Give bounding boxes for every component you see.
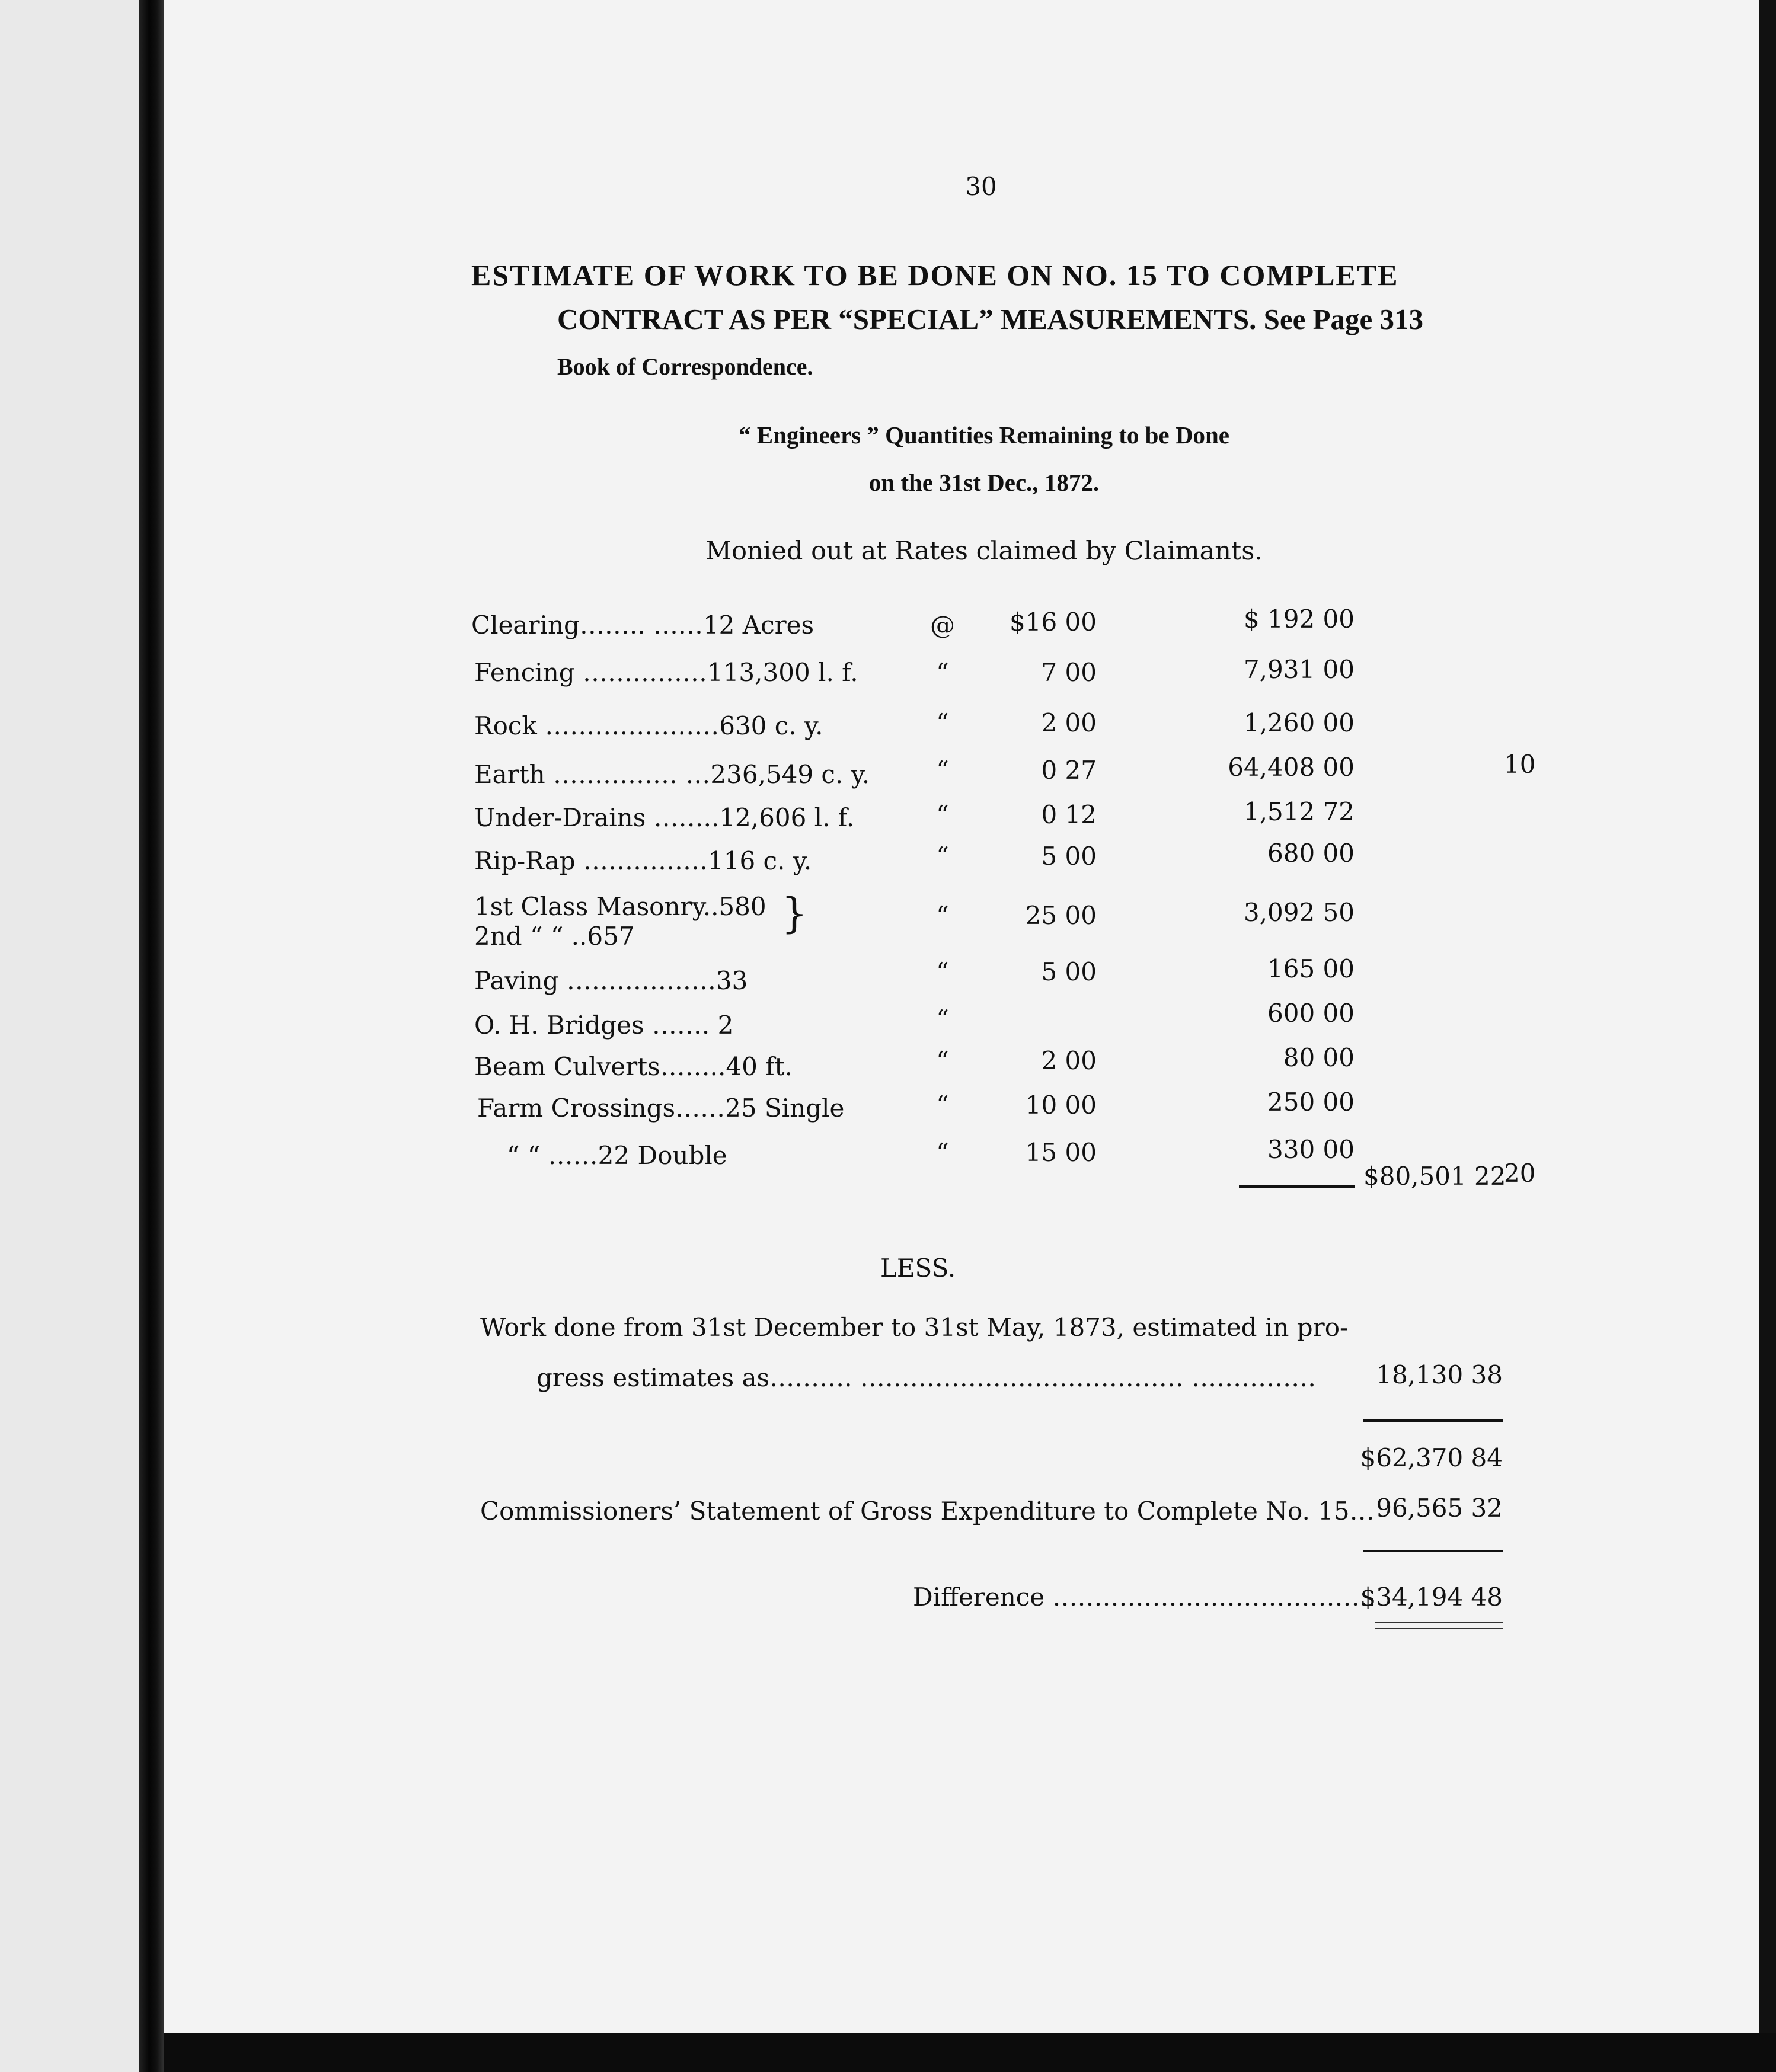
- heading-line2: CONTRACT AS PER “SPECIAL” MEASUREMENTS. See Page 313: [557, 303, 1424, 335]
- item-rate: 7 00: [1041, 658, 1097, 687]
- item-ditto-mark: “: [936, 708, 949, 737]
- item-desc: Beam Culverts……..40 ft.: [474, 1052, 793, 1081]
- less-amount: 18,130 38: [1376, 1360, 1503, 1389]
- margin-note-20: 20: [1504, 1159, 1536, 1188]
- item-ditto-mark: “: [936, 1046, 949, 1075]
- net-total-rule: [1363, 1419, 1503, 1422]
- item-amount: 80 00: [1283, 1043, 1355, 1072]
- item-rate: 0 27: [1041, 756, 1097, 785]
- item-desc: Rock …………………630 c. y.: [474, 711, 823, 740]
- less-title: LESS.: [880, 1254, 956, 1283]
- item-ditto-mark: “: [936, 756, 949, 785]
- item-ditto-mark: “: [936, 658, 949, 687]
- item-amount: 7,931 00: [1243, 655, 1355, 684]
- item-amount: 64,408 00: [1228, 753, 1355, 782]
- item-desc-second-line: 2nd “ “ ..657: [474, 922, 635, 951]
- item-desc: Under-Drains ……..12,606 l. f.: [474, 803, 855, 832]
- item-amount: 250 00: [1267, 1088, 1355, 1117]
- double-underline-bottom: [1375, 1628, 1503, 1629]
- item-ditto-mark: “: [936, 1138, 949, 1167]
- rates-note: Monied out at Rates claimed by Claimants.: [705, 536, 1263, 566]
- item-rate: 2 00: [1041, 708, 1097, 737]
- commissioners-amount: 96,565 32: [1376, 1494, 1503, 1523]
- less-line1: Work done from 31st December to 31st May, 1873, estimated in pro-: [480, 1313, 1349, 1342]
- item-desc: Earth …………… …236,549 c. y.: [474, 760, 870, 789]
- net-total-amount: $62,370 84: [1360, 1443, 1503, 1472]
- item-rate: $16 00: [1010, 607, 1097, 637]
- item-amount: 1,512 72: [1243, 797, 1355, 826]
- item-desc: Fencing ……………113,300 l. f.: [474, 658, 858, 687]
- difference-amount: $34,194 48: [1360, 1582, 1503, 1611]
- scan-border-right: [1759, 0, 1776, 2072]
- item-rate: 25 00: [1025, 901, 1097, 930]
- item-rate: 5 00: [1041, 957, 1097, 986]
- double-underline-top: [1375, 1622, 1503, 1623]
- item-at-symbol: @: [930, 610, 955, 639]
- item-ditto-mark: “: [936, 957, 949, 986]
- item-ditto-mark: “: [936, 800, 949, 829]
- item-ditto-mark: “: [936, 842, 949, 871]
- subtotal-rule: [1239, 1185, 1355, 1188]
- difference-rule: [1363, 1550, 1503, 1552]
- scan-border-bottom: [164, 2033, 1776, 2072]
- item-amount: 600 00: [1267, 999, 1355, 1028]
- page-number: 30: [965, 172, 997, 201]
- facing-page-margin: [0, 0, 139, 2072]
- subheading-line2: on the 31st Dec., 1872.: [868, 469, 1100, 496]
- heading-line3: Book of Correspondence.: [557, 353, 813, 380]
- book-spine: [139, 0, 164, 2072]
- item-desc: “ “ ……22 Double: [507, 1141, 727, 1170]
- subheading-line1: “ Engineers ” Quantities Remaining to be Done: [739, 421, 1229, 449]
- margin-note-10: 10: [1504, 750, 1536, 779]
- commissioners-label: Commissioners’ Statement of Gross Expenditure to Complete No. 15…: [480, 1497, 1375, 1526]
- item-desc: Rip-Rap ……………116 c. y.: [474, 846, 812, 875]
- item-desc: Paving ………………33: [474, 966, 748, 995]
- item-desc: Clearing…….. ……12 Acres: [471, 610, 814, 639]
- item-amount: 680 00: [1267, 839, 1355, 868]
- item-amount: $ 192 00: [1243, 605, 1355, 634]
- heading-line1: ESTIMATE OF WORK TO BE DONE ON NO. 15 TO COMPLETE: [471, 258, 1399, 292]
- item-amount: 330 00: [1267, 1135, 1355, 1164]
- item-rate: 2 00: [1041, 1046, 1097, 1075]
- item-desc: Farm Crossings……25 Single: [477, 1093, 845, 1123]
- item-desc: 1st Class Masonry..580: [474, 892, 766, 921]
- item-rate: 10 00: [1025, 1091, 1097, 1120]
- item-ditto-mark: “: [936, 1005, 949, 1034]
- subtotal-amount: $80,501 22: [1363, 1162, 1506, 1191]
- item-rate: 15 00: [1025, 1138, 1097, 1167]
- item-rate: 0 12: [1041, 800, 1097, 829]
- less-line2: gress estimates as………. ………………………………… ……………: [536, 1363, 1317, 1392]
- item-amount: 165 00: [1267, 954, 1355, 983]
- item-ditto-mark: “: [936, 1091, 949, 1120]
- item-desc: O. H. Bridges ……. 2: [474, 1011, 734, 1040]
- difference-label: Difference …………………………………: [913, 1582, 1376, 1611]
- item-amount: 3,092 50: [1243, 898, 1355, 927]
- item-rate: 5 00: [1041, 842, 1097, 871]
- item-amount: 1,260 00: [1243, 708, 1355, 737]
- item-ditto-mark: “: [936, 901, 949, 930]
- brace-mark: }: [781, 889, 808, 938]
